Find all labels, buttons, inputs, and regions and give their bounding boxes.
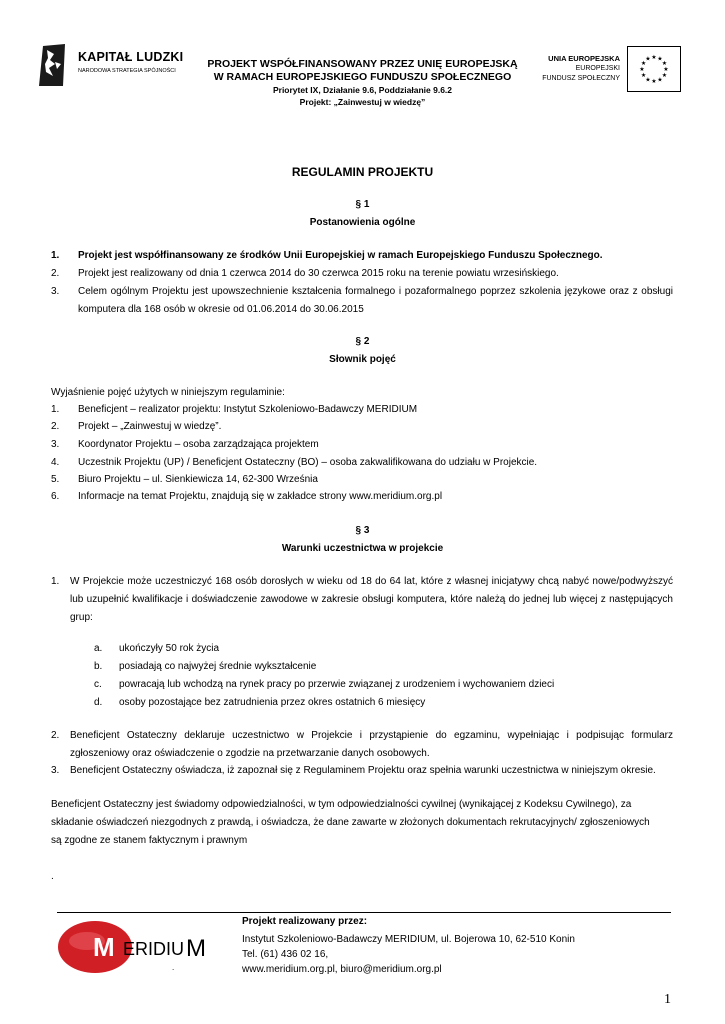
s3-subitem-c-num: c. (94, 679, 102, 690)
s2-item-2 (51, 418, 673, 436)
page-number: 1 (664, 992, 671, 1007)
eu-logo-text (530, 54, 620, 84)
section-3-heading: Warunki uczestnictwa w projekcie (281, 543, 444, 554)
s2-item-3-num: 3. (51, 439, 60, 450)
s2-item-3 (51, 436, 673, 454)
section-2-heading: Słownik pojęć (329, 354, 396, 365)
svg-text:★: ★ (663, 66, 669, 73)
footer-divider (57, 912, 671, 913)
section-1-heading: Postanowienia ogólne (309, 217, 416, 228)
svg-text:★: ★ (651, 78, 657, 85)
s3-subitem-a-num: a. (94, 643, 103, 654)
s3-subitem-c-text: powracają lub wchodzą na rynek pracy po przerwie związanej z urodzeniem i wychowaniem dzieci (119, 679, 555, 690)
header-line-2: W RAMACH EUROPEJSKIEGO FUNDUSZU SPOŁECZNEGO (213, 71, 512, 83)
s3-item-3-num: 3. (51, 765, 60, 776)
s3-item-1-num: 1. (51, 576, 60, 587)
s2-item-4-text: Uczestnik Projektu (UP) / Beneficjent Ostateczny (BO) – osoba zakwalifikowana do udziału w Projekcie. (78, 457, 538, 468)
s2-intro: Wyjaśnienie pojęć użytych w niniejszym regulaminie: (51, 387, 285, 398)
svg-text:★: ★ (651, 54, 657, 61)
s2-item-6-num: 6. (51, 491, 60, 502)
footer-logo-dot: . (172, 963, 175, 972)
s2-item-4-num: 4. (51, 457, 60, 468)
s3-closing-paragraph: Beneficjent Ostateczny jest świadomy odpowiedzialności, w tym odpowiedzialności cywilnej (wynikającej z Kodeksu Cywilnego), za składanie oświadczeń niezgodnych z prawdą, i oświadcza, że dane zawarte w złożonych dokumentach rekrutacyjnych/ zgłoszeniowych są zgodne ze stanem faktycznym i prawnym (51, 799, 650, 846)
eu-logo-line-1: UNIA EUROPEJSKA (548, 54, 620, 63)
s3-subitem-d (94, 694, 425, 712)
meridium-logo-mark-icon (57, 917, 217, 975)
s3-subitem-a-text: ukończyły 50 rok życia (119, 643, 220, 654)
svg-text:M: M (186, 935, 206, 962)
svg-text:★: ★ (640, 72, 647, 79)
s2-item-2-num: 2. (51, 421, 60, 432)
s3-subitem-b-text: posiadają co najwyżej średnie wykształcenie (119, 661, 317, 672)
s2-item-1 (51, 401, 673, 419)
s2-item-6 (51, 488, 673, 506)
s2-item-6-text: Informacje na temat Projektu, znajdują się w zakładce strony www.meridium.org.pl (78, 491, 443, 502)
s1-item-2 (51, 265, 673, 283)
meridium-logo (57, 917, 217, 975)
s1-item-2-text: Projekt jest realizowany od dnia 1 czerwca 2014 do 30 czerwca 2015 roku na terenie powiatu wrzesińskiego. (78, 268, 559, 279)
footer-phone: Tel. (61) 436 02 16, (242, 949, 329, 960)
header-project-info (200, 58, 525, 108)
section-1-mark: § 1 (355, 199, 370, 210)
s2-item-5-num: 5. (51, 474, 60, 485)
trailing-dot: . (51, 871, 54, 882)
footer-title: Projekt realizowany przez: (242, 916, 368, 927)
header-line-4: Projekt: „Zainwestuj w wiedzę” (299, 97, 426, 107)
s2-item-3-text: Koordynator Projektu – osoba zarządzająca projektem (78, 439, 319, 450)
s3-item-2-text: Beneficjent Ostateczny deklaruje uczestnictwo w Projekcie i przystąpienie do egzaminu, wypełniając i podpisując formularz zgłoszeniowy oraz oświadczenie o zgodzie na przetwarzanie danych osobowych. (70, 730, 673, 759)
section-2-mark: § 2 (355, 336, 370, 347)
s3-subitem-a (94, 640, 219, 658)
s2-item-5-text: Biuro Projektu – ul. Sienkiewicza 14, 62-300 Września (78, 474, 318, 485)
s1-item-2-num: 2. (51, 268, 60, 279)
s3-subitem-c (94, 676, 554, 694)
footer-web-email: www.meridium.org.pl, biuro@meridium.org.pl (242, 964, 442, 975)
kapital-ludzki-title: KAPITAŁ LUDZKI (78, 50, 184, 64)
s3-item-1 (51, 573, 673, 627)
kapital-ludzki-emblem-icon (33, 42, 73, 90)
svg-text:M: M (93, 932, 115, 962)
s1-item-3-text: Celem ogólnym Projektu jest upowszechnienie kształcenia formalnego i pozaformalnego poprzez szkolenia językowe oraz z obsługi komputera dla 168 osób w okresie od 01.06.2014 do 30.06.2015 (78, 286, 673, 315)
eu-logo-line-3: FUNDUSZ SPOŁECZNY (542, 75, 620, 82)
s3-subitem-b (94, 658, 316, 676)
svg-text:★: ★ (661, 72, 668, 79)
s1-item-3-num: 3. (51, 286, 60, 297)
s3-item-1-text: W Projekcie może uczestniczyć 168 osób dorosłych w wieku od 18 do 64 lat, które z własnej inicjatywy chcą nabyć nowe/podwyższyć lub uzupełnić kwalifikacje i doświadczenie zawodowe w zakresie obsługi komputera, które należą do jednej lub więcej z następujących grup: (70, 576, 673, 623)
s3-subitem-d-text: osoby pozostające bez zatrudnienia przez okres ostatnich 6 miesięcy (119, 697, 426, 708)
s3-subitem-d-num: d. (94, 697, 103, 708)
header-line-3: Priorytet IX, Działanie 9.6, Poddziałanie 9.6.2 (272, 85, 453, 95)
s2-item-4 (51, 454, 673, 472)
s3-item-3 (51, 762, 673, 780)
svg-text:★: ★ (640, 60, 647, 67)
svg-text:ERIDIU: ERIDIU (123, 939, 185, 959)
kapital-ludzki-subtitle: NARODOWA STRATEGIA SPÓJNOŚCI (78, 68, 176, 74)
s2-item-2-text: Projekt – „Zainwestuj w wiedzę”. (78, 421, 222, 432)
svg-text:★: ★ (661, 60, 668, 67)
svg-text:★: ★ (657, 55, 663, 63)
svg-text:★: ★ (645, 76, 651, 84)
svg-text:★: ★ (657, 76, 663, 84)
s3-item-2-num: 2. (51, 730, 60, 741)
document-title: REGULAMIN PROJEKTU (291, 165, 434, 179)
s2-item-1-num: 1. (51, 404, 60, 415)
s1-item-1-num: 1. (51, 250, 60, 261)
s1-item-1 (51, 247, 673, 265)
s2-item-1-text: Beneficjent – realizator projektu: Instytut Szkoleniowo-Badawczy MERIDIUM (78, 404, 418, 415)
svg-text:★: ★ (639, 66, 645, 73)
section-3-mark: § 3 (355, 525, 370, 536)
footer-address: Instytut Szkoleniowo-Badawczy MERIDIUM, ul. Bojerowa 10, 62-510 Konin (242, 934, 575, 945)
s3-subitem-b-num: b. (94, 661, 103, 672)
s1-item-1-text: Projekt jest współfinansowany ze środków Unii Europejskiej w ramach Europejskiego Funduszu Społecznego. (78, 250, 603, 261)
s3-item-2 (51, 727, 673, 763)
s3-item-3-text: Beneficjent Ostateczny oświadcza, iż zapoznał się z Regulaminem Projektu oraz spełnia warunki uczestnictwa w niniejszym okresie. (70, 765, 656, 776)
s2-item-5 (51, 471, 673, 489)
s1-item-3 (51, 283, 673, 319)
eu-flag-icon (627, 46, 681, 92)
header-line-1: PROJEKT WSPÓŁFINANSOWANY PRZEZ UNIĘ EUROPEJSKĄ (207, 58, 518, 70)
svg-text:★: ★ (645, 55, 651, 63)
eu-logo-line-2: EUROPEJSKI (575, 65, 620, 72)
